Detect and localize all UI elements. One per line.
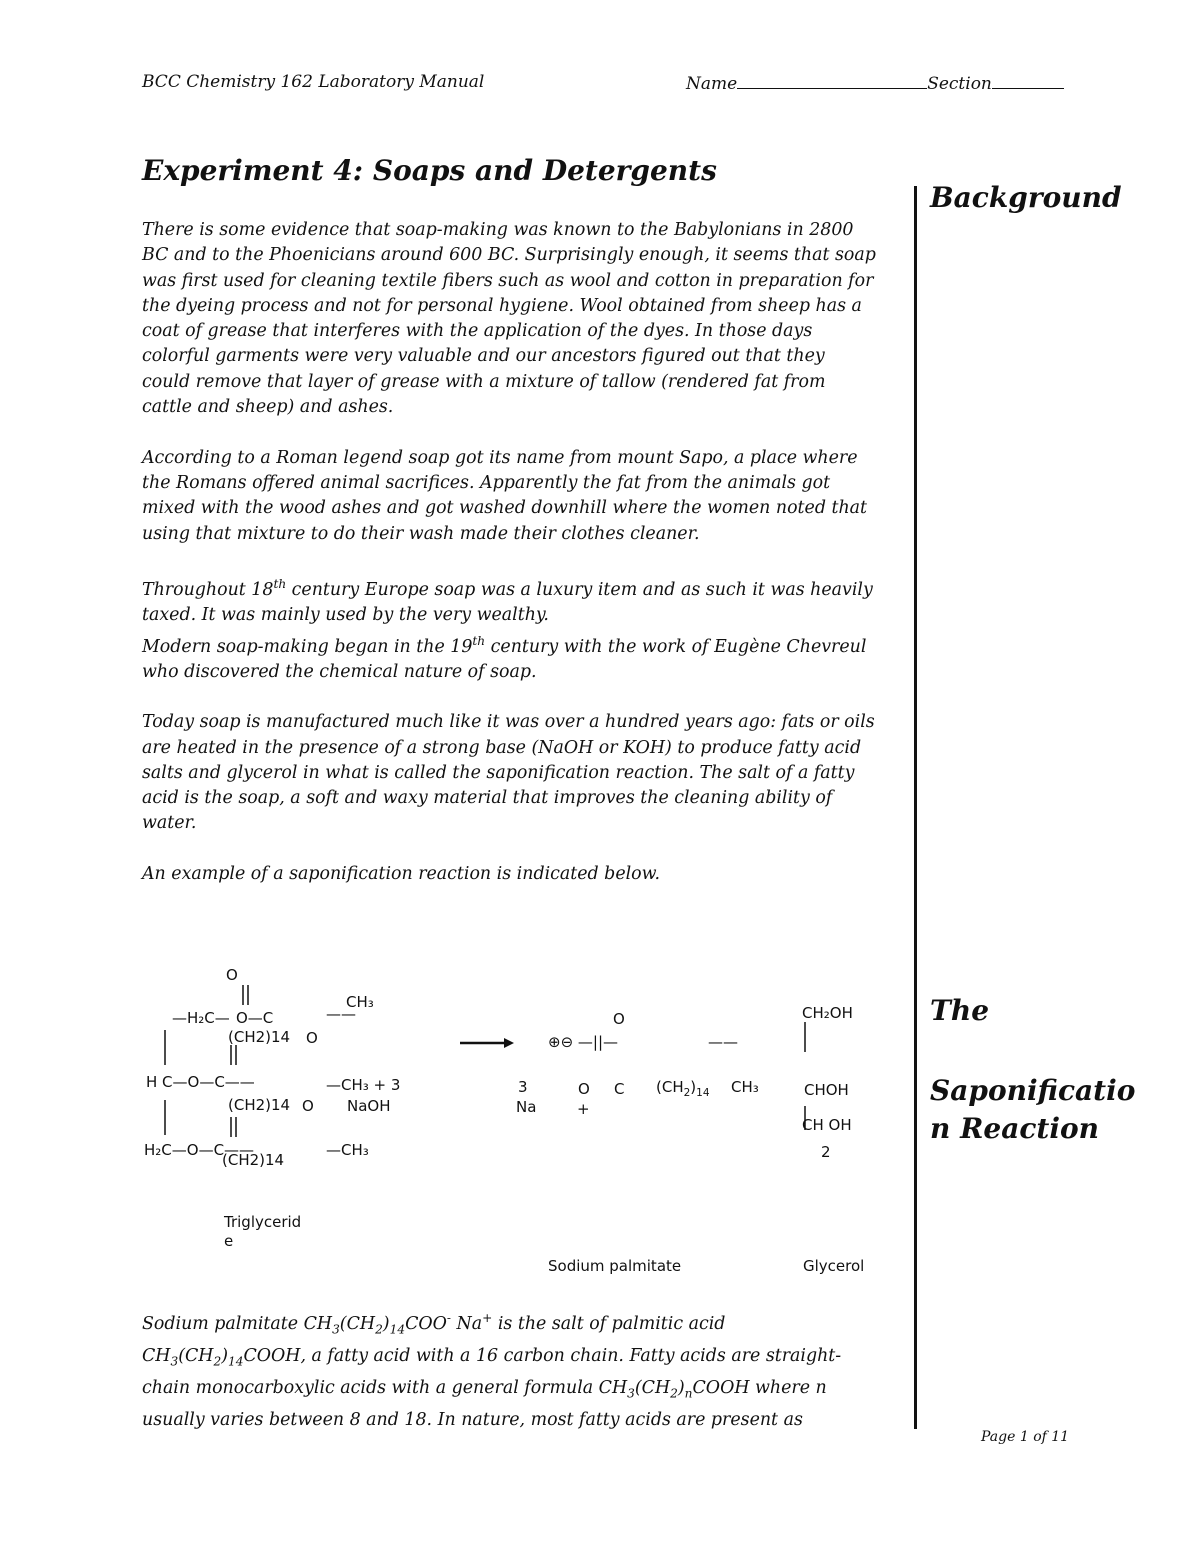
triglyceride-label-2: e xyxy=(224,1232,234,1250)
tg-ch3-mid: —CH₃ + 3 xyxy=(326,1076,401,1094)
paragraph-legend: According to a Roman legend soap got its name from mount Sapo, a place where the Romans offered animal sacrifices. Apparently the fat from the animals got mixed with the wood ashes and got washed downhill where the women noted that using that mixture to do their wash made their clothes cleaner. xyxy=(142,447,868,544)
tg-chain-2: (CH2)14 xyxy=(228,1096,291,1114)
reaction-arrow xyxy=(460,1036,516,1050)
tg-ch3-top: CH₃ xyxy=(346,993,374,1011)
tg-ch3-bot: —CH₃ xyxy=(326,1141,369,1159)
glycerol-label: Glycerol xyxy=(803,1257,865,1275)
prod-plus: + xyxy=(577,1100,590,1118)
paragraph-18th-century: Throughout 18th century Europe soap was a luxury item and as such it was heavily taxed. It was mainly used by the very wealthy. xyxy=(142,577,873,626)
tg-ch3-line-1: —— xyxy=(326,1005,356,1023)
tg-h2c-bot: H₂C—O—C—— xyxy=(144,1141,255,1159)
tg-o-2: O xyxy=(302,1097,314,1115)
triglyceride-label-1: Triglycerid xyxy=(224,1213,302,1231)
sidebar-saponification-1: Saponificatio xyxy=(930,1074,1136,1107)
tg-o-1: O xyxy=(306,1029,318,1047)
section-label: Section xyxy=(927,74,992,94)
sidebar-divider xyxy=(914,186,917,1429)
prod-charge: ⊕⊖ —||— xyxy=(548,1033,619,1051)
body-text xyxy=(142,218,877,913)
gly-2: 2 xyxy=(821,1143,831,1161)
name-label: Name xyxy=(686,74,738,94)
page-number: Page 1 of 11 xyxy=(981,1429,1070,1445)
header-course: BCC Chemistry 162 Laboratory Manual xyxy=(142,72,485,92)
name-blank xyxy=(737,72,927,89)
tg-h2c-top: —H₂C— xyxy=(172,1009,230,1027)
sodium-palmitate-label: Sodium palmitate xyxy=(548,1257,682,1275)
sidebar-saponification-2: n Reaction xyxy=(930,1112,1099,1145)
page-title: Experiment 4: Soaps and Detergents xyxy=(142,154,717,187)
tg-naoh: NaOH xyxy=(347,1097,391,1115)
prod-3: 3 xyxy=(518,1078,528,1096)
gly-ch2oh-bottom: CH OH xyxy=(802,1116,852,1134)
prod-na: Na xyxy=(516,1098,537,1116)
tg-chain-3: (CH2)14 xyxy=(222,1151,285,1169)
sidebar-the: The xyxy=(930,994,990,1027)
tg-chain-1: (CH2)14 xyxy=(228,1028,291,1046)
gly-ch2oh: CH₂OH xyxy=(802,1004,853,1022)
prod-dash: —— xyxy=(708,1033,738,1051)
prod-o2: O xyxy=(578,1080,590,1098)
section-blank xyxy=(992,72,1064,89)
tg-o-top: O xyxy=(226,966,238,984)
paragraph-today: Today soap is manufactured much like it was over a hundred years ago: fats or oils are heated in the presence of a strong base (NaOH or KOH) to produce fatty acid salts and glycerol in what is called the saponification reaction. The salt of a fatty acid is the soap, a soft and waxy material that improves the cleaning ability of water. xyxy=(142,712,875,834)
gly-choh: CHOH xyxy=(804,1081,849,1099)
prod-o: O xyxy=(613,1010,625,1028)
paragraph-19th-century: Modern soap-making began in the 19th century with the work of Eugène Chevreul who discovered the chemical nature of soap. xyxy=(142,633,867,682)
tg-o-c: O—C xyxy=(236,1009,274,1027)
name-field xyxy=(686,72,1064,94)
paragraph-history: There is some evidence that soap-making was known to the Babylonians in 2800 BC and to the Phoenicians around 600 BC. Surprisingly enough, it seems that soap was first used for cleaning textile fibers such as wool and cotton in preparation for the dyeing process and not for personal hygiene. Wool obtained from sheep has a coat of grease that interferes with the application of the dyes. In those days colorful garments were very valuable and our ancestors figured out that they could remove that layer of grease with a mixture of tallow (rendered fat from cattle and sheep) and ashes. xyxy=(142,220,876,418)
tg-hc: H C—O—C—— xyxy=(146,1073,255,1091)
prod-ch3: CH₃ xyxy=(731,1078,759,1096)
paragraph-palmitate: Sodium palmitate $CH_3(CH_2)_{14}COO^-$ Na+ is the salt of palmitic acid $CH_3(CH_2)_{14}COOH$, a fatty acid with a 16 carbon chain. Fatty acids are straight-chain monocarboxylic acids with a general formula $CH_3(CH_2)_nCOOH$ where n usually varies between 8 and 18. In nature, most fatty acids are present as xyxy=(142,1311,842,1430)
paragraph-example: An example of a saponification reaction is indicated below. xyxy=(142,864,660,885)
prod-c: C xyxy=(614,1080,625,1098)
sidebar-background: Background xyxy=(930,181,1122,214)
prod-chain: $(CH_2)_{14}$ xyxy=(656,1078,710,1099)
